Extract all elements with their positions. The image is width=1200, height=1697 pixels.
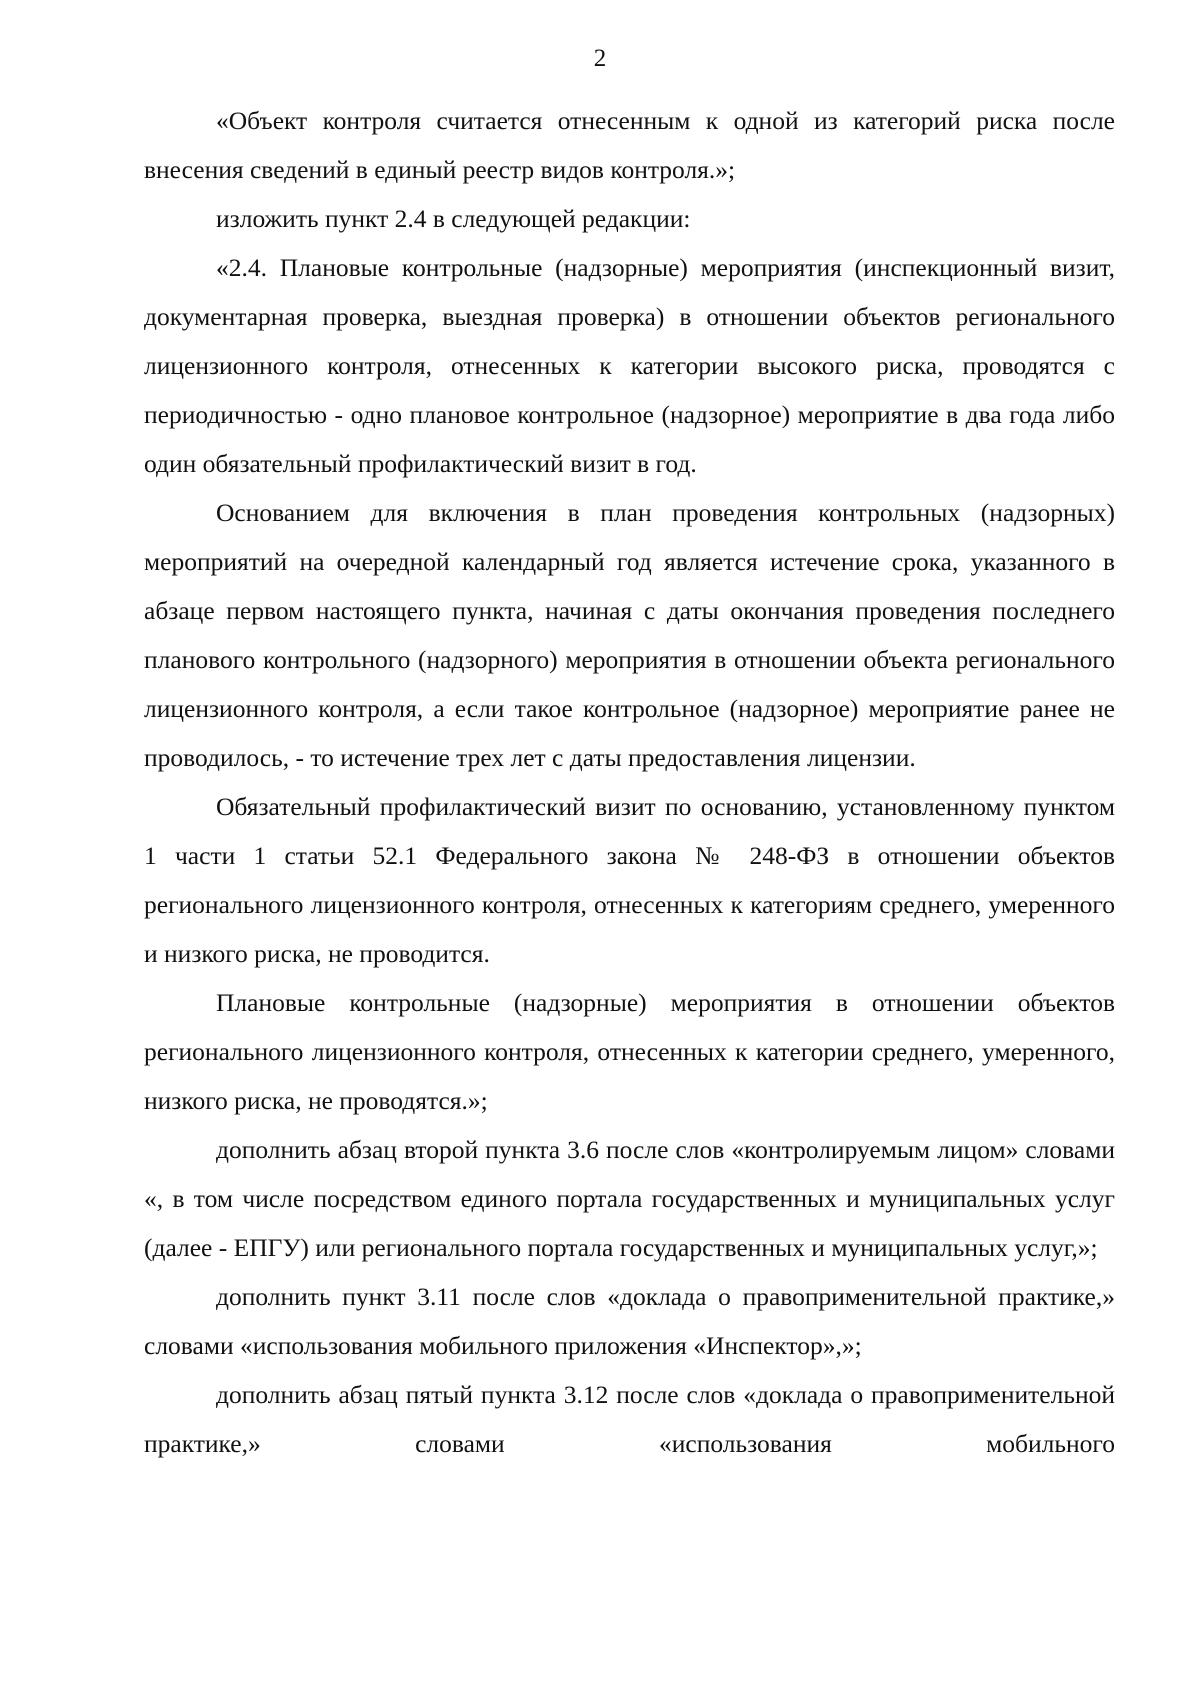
paragraph-2-4-planned-measures: «2.4. Плановые контрольные (надзорные) мероприятия (инспекционный визит, документарная проверка, выездная проверка) в отношении объектов регионального лицензионного контроля, отнесенных к категории высокого риска, проводятся с периодичностью - одно плановое контрольное (надзорное) мероприятие в два года либо один обязательный профилактический визит в год. [144, 253, 1115, 478]
document-body [144, 96, 1115, 1468]
paragraph-object-category: «Объект контроля считается отнесенным к одной из категорий риска после внесения сведений в единый реестр видов контроля.»; [144, 106, 1115, 184]
page-number: 2 [593, 45, 607, 72]
paragraph-amend-3-11: дополнить пункт 3.11 после слов «доклада о правоприменительной практике,» словами «использования мобильного приложения «Инспектор»,»; [144, 1282, 1115, 1360]
paragraph-plan-basis: Основанием для включения в план проведения контрольных (надзорных) мероприятий на очередной календарный год является истечение срока, указанного в абзаце первом настоящего пункта, начиная с даты окончания проведения последнего планового контрольного (надзорного) мероприятия в отношении объекта регионального лицензионного контроля, а если такое контрольное (надзорное) мероприятие ранее не проводилось, - то истечение трех лет с даты предоставления лицензии. [144, 498, 1115, 772]
paragraph-amend-3-6: дополнить абзац второй пункта 3.6 после слов «контролируемым лицом» словами «, в том числе посредством единого портала государственных и муниципальных услуг (далее - ЕПГУ) или регионального портала государственных и муниципальных услуг,»; [144, 1135, 1115, 1262]
paragraph-amend-3-12: дополнить абзац пятый пункта 3.12 после слов «доклада о правоприменительной практике,» словами «использования мобильного [144, 1380, 1115, 1458]
paragraph-mandatory-visit: Обязательный профилактический визит по основанию, установленному пунктом 1 части 1 статьи 52.1 Федерального закона № 248-ФЗ в отношении объектов регионального лицензионного контроля, отнесенных к категориям среднего, умеренного и низкого риска, не проводится. [144, 792, 1115, 968]
paragraph-amend-2-4: изложить пункт 2.4 в следующей редакции: [216, 204, 691, 233]
paragraph-planned-not-conducted: Плановые контрольные (надзорные) мероприятия в отношении объектов регионального лицензионного контроля, отнесенных к категории среднего, умеренного, низкого риска, не проводятся.»; [144, 988, 1115, 1115]
